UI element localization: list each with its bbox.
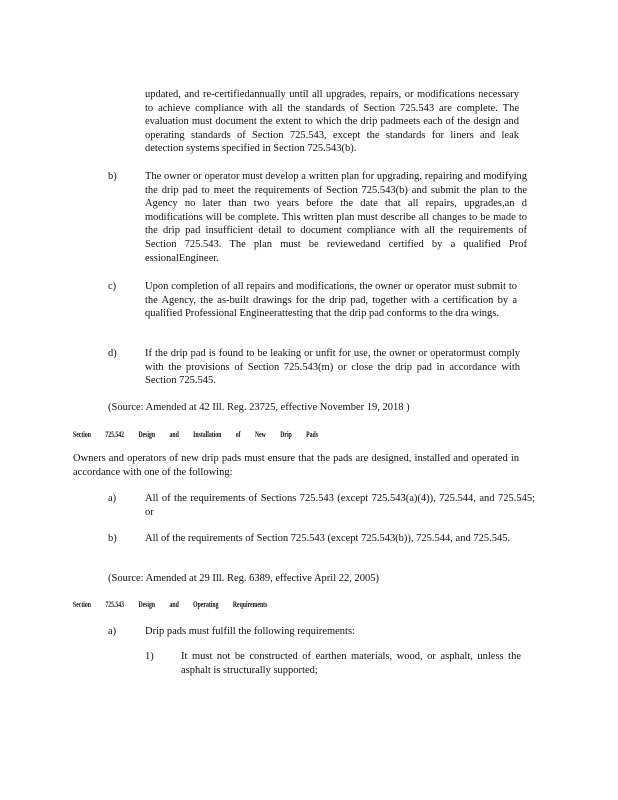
list-label-a2: a) bbox=[108, 626, 117, 637]
intro-paragraph: Owners and operators of new drip pads must ensure that the pads are designed, installed and operated in accordance with one of the following: bbox=[73, 453, 519, 478]
paragraph-b2: All of the requirements of Section 725.543 (except 725.543(b)), 725.544, and 725.545. bbox=[145, 533, 511, 544]
section-title-word: and bbox=[169, 430, 179, 439]
sub-paragraph-1: It must not be constructed of earthen materials, wood, or asphalt, unless the asphalt is structurally supported; bbox=[181, 651, 521, 676]
list-label-b: b) bbox=[108, 171, 117, 182]
section-heading-725-542 bbox=[73, 430, 331, 439]
continuation-paragraph: updated, and re-certifiedannually until all upgrades, repairs, or modifications necessary to achieve compliance with all the standards of Section 725.543 are complete. The evaluation must document the extent to which the drip padmeets each of the design and operating standards of Section 725.543, except the standards for liners and leak detection systems specified in Section 725.543(b). bbox=[145, 89, 519, 155]
list-label-b2: b) bbox=[108, 533, 117, 544]
section-number: 725.542 bbox=[105, 430, 125, 439]
section-title-word: New bbox=[254, 430, 266, 439]
sub-list-label-1: 1) bbox=[145, 651, 154, 662]
section-title-word: Operating bbox=[193, 600, 219, 609]
section-title-word: Drip bbox=[280, 430, 292, 439]
paragraph-a2: Drip pads must fulfill the following requirements: bbox=[145, 626, 355, 637]
list-label-c: c) bbox=[108, 281, 117, 292]
section-word: Section bbox=[73, 600, 91, 609]
paragraph-c: Upon completion of all repairs and modifications, the owner or operator must submit to the Agency, the as-built drawings for the drip pad, together with a certification by a qualified Professional Engineerattesting that the drip pad conforms to the dra wings. bbox=[145, 281, 517, 320]
section-word: Section bbox=[73, 430, 91, 439]
section-title-word: of bbox=[235, 430, 241, 439]
section-title-word: Design bbox=[138, 430, 156, 439]
source-note-2: (Source: Amended at 29 Ill. Reg. 6389, effective April 22, 2005) bbox=[108, 573, 379, 584]
section-title-word: Installation bbox=[193, 430, 222, 439]
list-label-a: a) bbox=[108, 493, 117, 504]
section-number: 725.543 bbox=[105, 600, 125, 609]
paragraph-b: The owner or operator must develop a written plan for upgrading, repairing and modifying the drip pad to meet the requirements of Section 725.543(b) and submit the plan to the Agency no later than two years before the date that all repairs, upgrades,an d modifications will be complete. This written plan must describe all changes to be made to the drip pad insufficient detail to document compliance with all the requirements of Section 725.543. The plan must be reviewedand certified by a qualified Prof essionalEngineer. bbox=[145, 171, 527, 264]
section-title-word: Design bbox=[138, 600, 156, 609]
paragraph-a: All of the requirements of Sections 725.543 (except 725.543(a)(4)), 725.544, and 725.545; or bbox=[145, 493, 535, 518]
section-title-word: Pads bbox=[306, 430, 319, 439]
section-heading-725-543 bbox=[73, 600, 280, 609]
list-label-d: d) bbox=[108, 348, 117, 359]
section-title-word: Requirements bbox=[232, 600, 268, 609]
source-note-1: (Source: Amended at 42 Ill. Reg. 23725, effective November 19, 2018 ) bbox=[108, 402, 410, 413]
paragraph-d: If the drip pad is found to be leaking or unfit for use, the owner or operatormust comply with the provisions of Section 725.543(m) or close the drip pad in accordance with Section 725.545. bbox=[145, 348, 520, 387]
section-title-word: and bbox=[169, 600, 179, 609]
